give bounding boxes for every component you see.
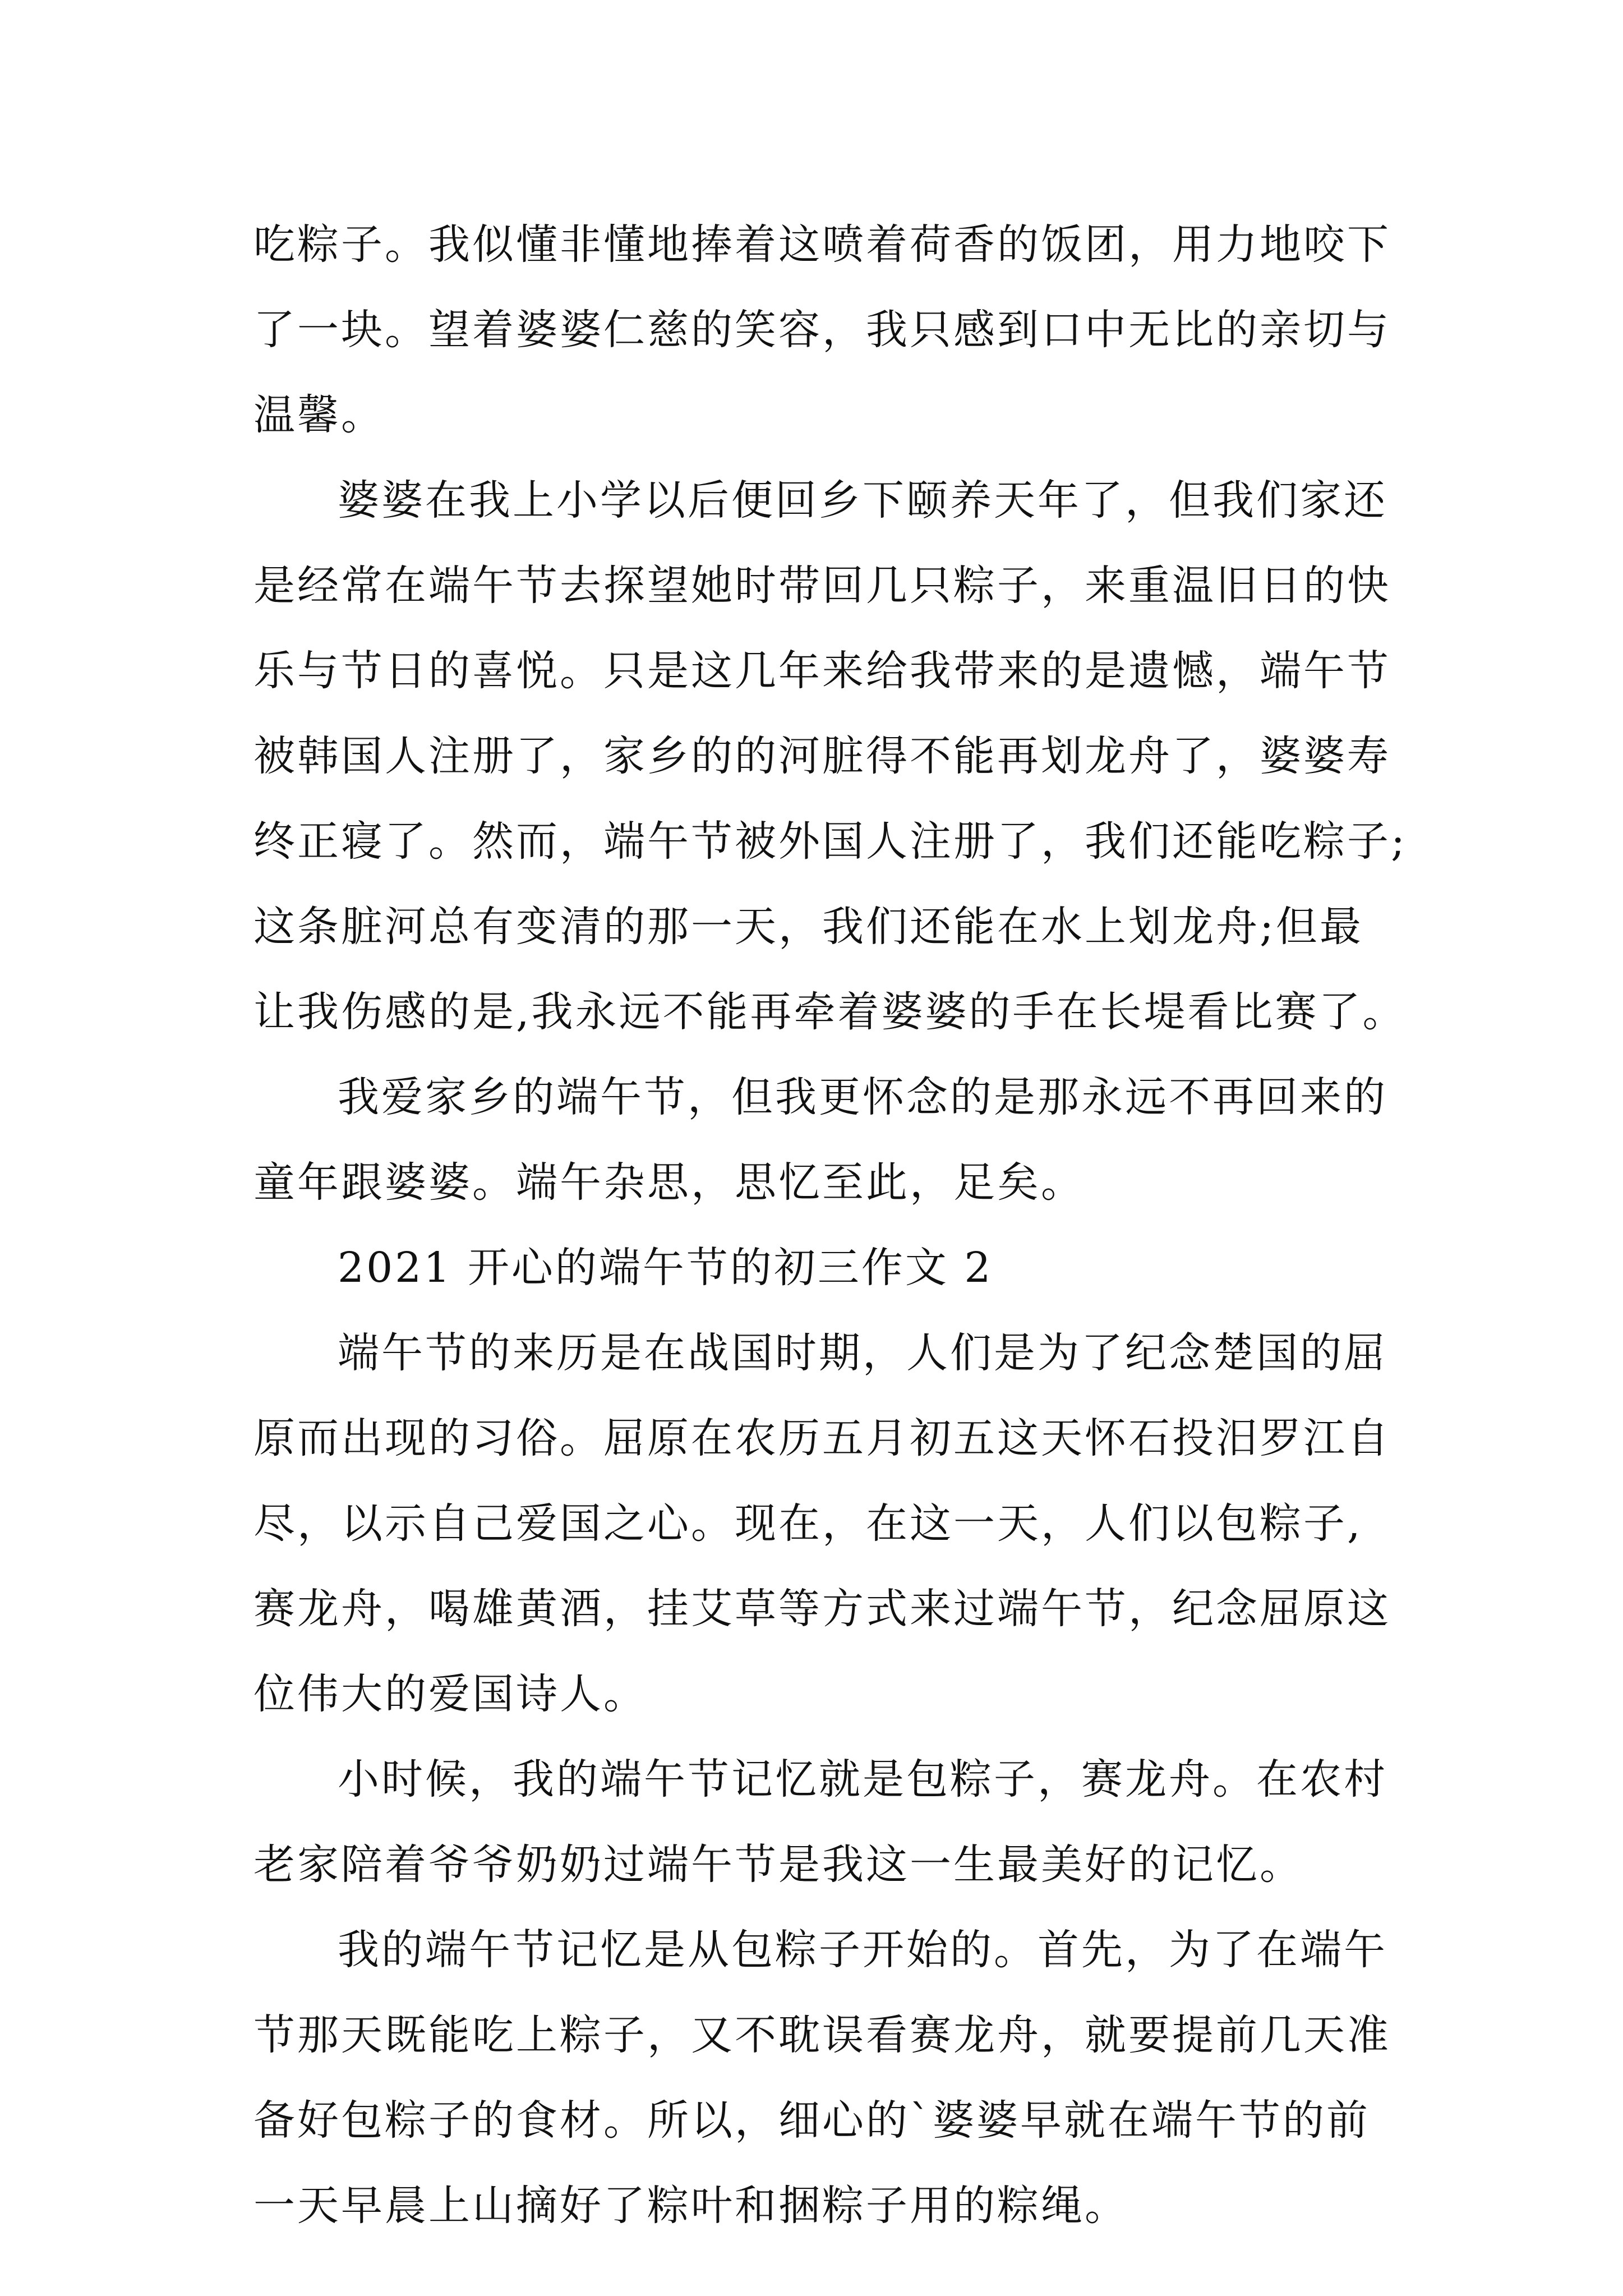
text-line: 了一块。望着婆婆仁慈的笑容，我只感到口中无比的亲切与 [253, 306, 1391, 354]
text-line: 被韩国人注册了，家乡的的河脏得不能再划龙舟了，婆婆寿 [253, 732, 1391, 780]
text-line: 终正寝了。然而，端午节被外国人注册了，我们还能吃粽子; [253, 817, 1407, 866]
text-line: 位伟大的爱国诗人。 [253, 1670, 647, 1718]
text-line: 童年跟婆婆。端午杂思，思忆至此，足矣。 [253, 1158, 1085, 1207]
text-line: 吃粽子。我似懂非懂地捧着这喷着荷香的饭团，用力地咬下 [253, 220, 1391, 269]
text-line: 原而出现的习俗。屈原在农历五月初五这天怀石投汨罗江自 [253, 1414, 1391, 1462]
text-line: 婆婆在我上小学以后便回乡下颐养天年了，但我们家还 [338, 476, 1387, 524]
text-line: 我爱家乡的端午节，但我更怀念的是那永远不再回来的 [338, 1073, 1387, 1121]
text-line: 老家陪着爷爷奶奶过端午节是我这一生最美好的记忆。 [253, 1841, 1303, 1889]
text-line: 一天早晨上山摘好了粽叶和捆粽子用的粽绳。 [253, 2182, 1128, 2230]
text-line: 让我伤感的是,我永远不能再牵着婆婆的手在长堤看比赛了。 [253, 988, 1407, 1036]
text-line: 小时候，我的端午节记忆就是包粽子，赛龙舟。在农村 [338, 1755, 1387, 1803]
text-line: 节那天既能吃上粽子，又不耽误看赛龙舟，就要提前几天准 [253, 2011, 1391, 2059]
text-line: 端午节的来历是在战国时期，人们是为了纪念楚国的屈 [338, 1329, 1387, 1377]
text-line: 2021 开心的端午节的初三作文 2 [338, 1244, 993, 1292]
text-line: 尽，以示自己爱国之心。现在，在这一天，人们以包粽子, [253, 1499, 1363, 1548]
text-line: 是经常在端午节去探望她时带回几只粽子，来重温旧日的快 [253, 562, 1391, 610]
text-line: 我的端午节记忆是从包粽子开始的。首先，为了在端午 [338, 1926, 1387, 1974]
text-line: 温馨。 [253, 391, 385, 439]
text-line: 乐与节日的喜悦。只是这几年来给我带来的是遗憾，端午节 [253, 647, 1391, 695]
text-line: 这条脏河总有变清的那一天，我们还能在水上划龙舟;但最 [253, 903, 1363, 951]
text-line: 赛龙舟，喝雄黄酒，挂艾草等方式来过端午节，纪念屈原这 [253, 1585, 1391, 1633]
essay-text [253, 202, 1407, 2248]
text-line: 备好包粽子的食材。所以，细心的`婆婆早就在端午节的前 [253, 2096, 1370, 2145]
